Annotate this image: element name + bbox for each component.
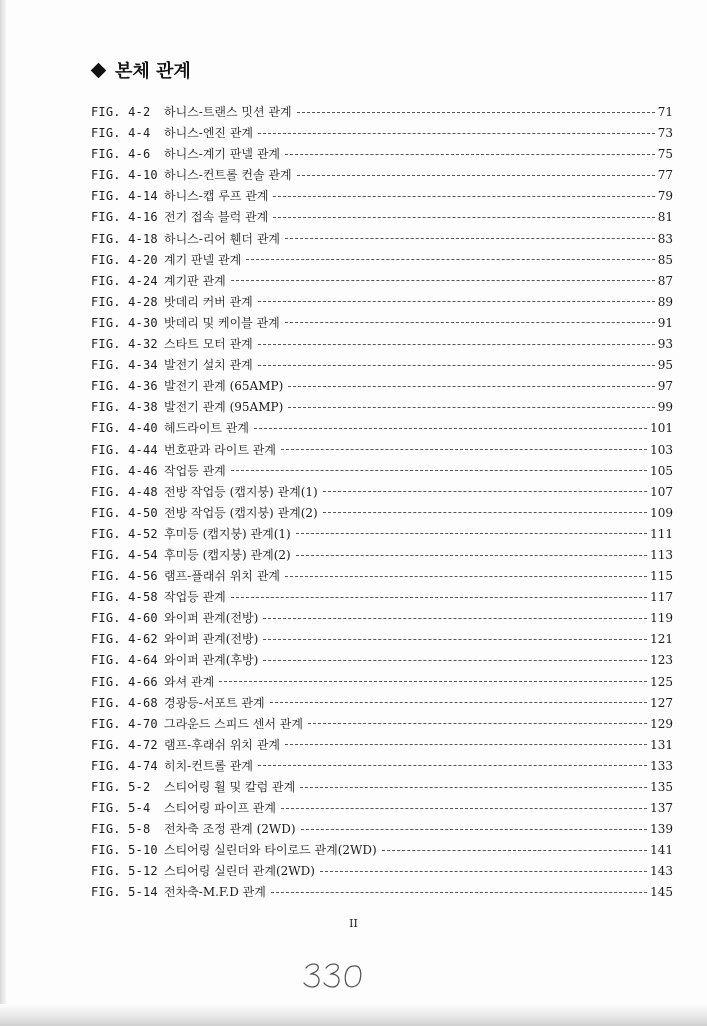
- toc-entry: [91, 398, 673, 419]
- toc-entry: [91, 483, 673, 504]
- dotted-leader: [281, 807, 647, 809]
- toc-figure-number: FIG. 4-38: [91, 400, 158, 415]
- section-title: 본체 관계: [115, 61, 191, 82]
- toc-figure-number: FIG. 4-60: [91, 611, 158, 626]
- toc-page-number: 143: [650, 864, 673, 879]
- dotted-leader: [231, 279, 655, 281]
- toc-entry-title: 작업등 관계: [164, 590, 226, 605]
- toc-entry: [91, 208, 673, 229]
- dotted-leader: [219, 680, 647, 682]
- toc-figure-number: FIG. 4-10: [91, 168, 158, 183]
- toc-entry-title: 그라운드 스피드 센서 관계: [164, 716, 303, 731]
- toc-page-number: 93: [657, 337, 673, 352]
- toc-entry-title: 히치-컨트롤 관계: [164, 758, 254, 773]
- toc-entry: [91, 820, 673, 841]
- toc-entry-title: 후미등 (캡지붕) 관계(2): [164, 547, 291, 562]
- toc-page-number: 125: [650, 674, 673, 689]
- toc-entry: [91, 293, 673, 314]
- toc-entry: [91, 673, 673, 694]
- toc-entry-title: 하니스-리어 휀더 관계: [164, 231, 281, 246]
- toc-entry-title: 스티어링 실린더 관계(2WD): [164, 864, 315, 879]
- toc-figure-number: FIG. 4-50: [91, 505, 158, 520]
- toc-entry: [91, 862, 673, 883]
- toc-figure-number: FIG. 4-24: [91, 273, 158, 288]
- dotted-leader: [285, 153, 655, 155]
- dotted-leader: [285, 237, 655, 239]
- toc-page-number: 87: [657, 273, 673, 288]
- toc-entry-title: 계기판 관계: [164, 273, 226, 288]
- toc-entry: [91, 314, 673, 335]
- toc-page-number: 109: [650, 505, 673, 520]
- toc-page-number: 137: [650, 801, 673, 816]
- toc-entry-title: 전차축 조정 관계 (2WD): [164, 822, 296, 837]
- table-of-contents: [91, 103, 673, 905]
- toc-entry: [91, 694, 673, 715]
- toc-page-number: 131: [650, 737, 673, 752]
- toc-entry: [91, 630, 673, 651]
- toc-figure-number: FIG. 4-6: [91, 147, 151, 162]
- toc-page-number: 107: [650, 484, 673, 499]
- dotted-leader: [254, 427, 647, 429]
- toc-figure-number: FIG. 4-14: [91, 189, 158, 204]
- toc-page-number: 115: [650, 569, 673, 584]
- toc-page-number: 105: [650, 463, 673, 478]
- toc-entry: [91, 356, 673, 377]
- toc-entry-title: 와이퍼 관계(전방): [164, 632, 259, 647]
- toc-entry-title: 스티어링 휠 및 칼럼 관계: [164, 780, 296, 794]
- dotted-leader: [323, 490, 647, 492]
- toc-page-number: 73: [657, 126, 673, 141]
- toc-figure-number: FIG. 4-68: [91, 695, 158, 710]
- toc-page-number: 99: [657, 400, 673, 415]
- toc-page-number: 95: [657, 358, 673, 373]
- toc-entry-title: 스티어링 파이프 관계: [164, 801, 276, 816]
- dotted-leader: [281, 448, 647, 450]
- toc-entry: [91, 251, 673, 272]
- toc-figure-number: FIG. 5-14: [91, 885, 158, 900]
- toc-page-number: 97: [657, 379, 673, 394]
- dotted-leader: [320, 870, 647, 872]
- toc-figure-number: FIG. 4-58: [91, 590, 158, 605]
- dotted-leader: [258, 364, 655, 366]
- dotted-leader: [296, 554, 647, 556]
- section-heading: [90, 57, 191, 83]
- toc-page-number: 83: [657, 231, 673, 246]
- toc-page-number: 145: [650, 885, 673, 900]
- dotted-leader: [301, 828, 648, 830]
- dotted-leader: [288, 385, 654, 387]
- dotted-leader: [323, 511, 647, 513]
- dotted-leader: [297, 111, 655, 113]
- toc-entry-title: 헤드라이트 관계: [164, 421, 249, 436]
- dotted-leader: [258, 764, 647, 766]
- toc-entry-title: 번호판과 라이트 관계: [164, 442, 276, 457]
- toc-page-number: 121: [650, 632, 673, 647]
- toc-entry-title: 작업등 관계: [164, 463, 226, 478]
- dotted-leader: [258, 132, 655, 134]
- toc-entry-title: 하니스-트랜스 밋션 관계: [164, 105, 292, 119]
- dotted-leader: [270, 701, 647, 703]
- dotted-leader: [231, 469, 647, 471]
- toc-entry: [91, 525, 673, 546]
- dotted-leader: [285, 321, 655, 323]
- scan-edge-bottom: [0, 1004, 707, 1026]
- toc-page-number: 103: [650, 442, 673, 457]
- toc-entry-title: 하니스-캡 루프 관계: [164, 189, 269, 204]
- toc-page-number: 85: [657, 252, 673, 267]
- toc-entry: [91, 736, 673, 757]
- toc-entry-title: 와이퍼 관계(후방): [164, 653, 259, 668]
- toc-entry: [91, 567, 673, 588]
- toc-page-number: 77: [657, 168, 673, 183]
- dotted-leader: [297, 174, 655, 176]
- toc-entry-title: 전방 작업등 (캡지붕) 관계(2): [164, 505, 318, 520]
- toc-entry-title: 발전기 설치 관계: [164, 358, 253, 373]
- toc-entry-title: 밧데리 및 케이블 관계: [164, 315, 280, 330]
- toc-entry-title: 램프-플래쉬 위치 관계: [164, 569, 281, 584]
- dotted-leader: [285, 575, 647, 577]
- toc-entry: [91, 377, 673, 398]
- toc-page-number: 127: [650, 695, 673, 710]
- toc-figure-number: FIG. 4-64: [91, 653, 158, 668]
- toc-entry: [91, 588, 673, 609]
- toc-entry: [91, 230, 673, 251]
- toc-entry: [91, 124, 673, 145]
- toc-figure-number: FIG. 4-46: [91, 463, 158, 478]
- toc-entry-title: 전기 접속 블럭 관계: [164, 210, 269, 225]
- toc-figure-number: FIG. 4-4: [91, 126, 151, 141]
- toc-figure-number: FIG. 4-44: [91, 442, 158, 457]
- toc-figure-number: FIG. 4-2: [91, 105, 151, 119]
- dotted-leader: [300, 786, 647, 788]
- diamond-bullet-icon: [91, 62, 107, 78]
- toc-page-number: 75: [657, 147, 673, 162]
- toc-figure-number: FIG. 5-10: [91, 843, 158, 858]
- toc-entry-title: 계기 판넬 관계: [164, 252, 242, 267]
- scan-edge-left: [0, 0, 6, 1026]
- dotted-leader: [263, 617, 647, 619]
- toc-entry-title: 후미등 (캡지붕) 관계(1): [164, 526, 291, 541]
- dotted-leader: [308, 722, 647, 724]
- toc-figure-number: FIG. 4-20: [91, 252, 158, 267]
- toc-figure-number: FIG. 4-40: [91, 421, 158, 436]
- toc-page-number: 135: [650, 780, 673, 794]
- toc-entry-title: 와셔 관계: [164, 674, 215, 689]
- toc-entry-title: 밧데리 커버 관계: [164, 294, 253, 309]
- dotted-leader: [263, 659, 647, 661]
- toc-figure-number: FIG. 4-34: [91, 358, 158, 373]
- toc-page-number: 91: [657, 315, 673, 330]
- toc-figure-number: FIG. 5-8: [91, 822, 151, 837]
- toc-entry: [91, 841, 673, 862]
- toc-figure-number: FIG. 4-36: [91, 379, 158, 394]
- toc-figure-number: FIG. 4-30: [91, 315, 158, 330]
- toc-entry: [91, 609, 673, 630]
- toc-figure-number: FIG. 4-16: [91, 210, 158, 225]
- toc-entry-title: 발전기 관계 (65AMP): [164, 379, 284, 394]
- toc-entry: [91, 757, 673, 778]
- toc-entry: [91, 715, 673, 736]
- toc-entry: [91, 651, 673, 672]
- toc-page-number: 79: [657, 189, 673, 204]
- toc-entry: [91, 778, 673, 799]
- toc-entry: [91, 504, 673, 525]
- handwritten-page-number: [300, 958, 370, 992]
- toc-entry: [91, 166, 673, 187]
- toc-figure-number: FIG. 4-66: [91, 674, 158, 689]
- toc-page-number: 129: [650, 716, 673, 731]
- dotted-leader: [296, 532, 647, 534]
- dotted-leader: [285, 743, 647, 745]
- page-number-roman: II: [349, 917, 358, 930]
- toc-figure-number: FIG. 4-32: [91, 337, 158, 352]
- toc-page-number: 111: [650, 526, 673, 541]
- toc-figure-number: FIG. 4-56: [91, 569, 158, 584]
- toc-entry: [91, 883, 673, 904]
- dotted-leader: [288, 406, 654, 408]
- toc-entry: [91, 335, 673, 356]
- toc-entry-title: 전차축-M.F.D 관계: [164, 885, 266, 900]
- toc-entry-title: 하니스-컨트롤 컨솔 관계: [164, 168, 292, 183]
- toc-figure-number: FIG. 4-18: [91, 231, 158, 246]
- toc-page-number: 113: [650, 547, 673, 562]
- toc-figure-number: FIG. 4-72: [91, 737, 158, 752]
- toc-figure-number: FIG. 5-12: [91, 864, 158, 879]
- toc-entry: [91, 419, 673, 440]
- toc-page-number: 119: [650, 611, 673, 626]
- dotted-leader: [382, 849, 647, 851]
- toc-entry: [91, 187, 673, 208]
- toc-page-number: 89: [657, 294, 673, 309]
- toc-entry-title: 하니스-계기 판넬 관계: [164, 147, 281, 162]
- toc-page-number: 139: [650, 822, 673, 837]
- toc-entry: [91, 462, 673, 483]
- toc-entry-title: 발전기 관계 (95AMP): [164, 400, 284, 415]
- toc-page-number: 141: [650, 843, 673, 858]
- toc-entry-title: 스티어링 실린더와 타이로드 관계(2WD): [164, 843, 377, 858]
- toc-figure-number: FIG. 4-54: [91, 547, 158, 562]
- toc-figure-number: FIG. 4-48: [91, 484, 158, 499]
- toc-entry: [91, 441, 673, 462]
- dotted-leader: [273, 195, 654, 197]
- toc-entry: [91, 103, 673, 124]
- toc-page-number: 71: [657, 105, 673, 119]
- toc-entry-title: 스타트 모터 관계: [164, 337, 253, 352]
- toc-figure-number: FIG. 5-4: [91, 801, 151, 816]
- toc-figure-number: FIG. 4-28: [91, 294, 158, 309]
- toc-page-number: 123: [650, 653, 673, 668]
- toc-entry-title: 전방 작업등 (캡지붕) 관계(1): [164, 484, 318, 499]
- toc-entry-title: 하니스-엔진 관계: [164, 126, 254, 141]
- dotted-leader: [263, 638, 647, 640]
- toc-page-number: 117: [650, 590, 673, 605]
- dotted-leader: [258, 343, 655, 345]
- dotted-leader: [231, 596, 647, 598]
- toc-figure-number: FIG. 5-2: [91, 780, 151, 794]
- toc-figure-number: FIG. 4-70: [91, 716, 158, 731]
- toc-entry-title: 램프-후래쉬 위치 관계: [164, 737, 281, 752]
- toc-figure-number: FIG. 4-62: [91, 632, 158, 647]
- toc-page-number: 81: [657, 210, 673, 225]
- toc-entry: [91, 799, 673, 820]
- dotted-leader: [273, 216, 655, 218]
- dotted-leader: [271, 891, 647, 893]
- toc-figure-number: FIG. 4-74: [91, 758, 158, 773]
- dotted-leader: [258, 300, 655, 302]
- dotted-leader: [246, 258, 655, 260]
- toc-entry-title: 경광등-서포트 관계: [164, 695, 265, 710]
- toc-figure-number: FIG. 4-52: [91, 526, 158, 541]
- toc-page-number: 133: [650, 758, 673, 773]
- toc-entry: [91, 272, 673, 293]
- toc-page-number: 101: [650, 421, 673, 436]
- toc-entry: [91, 546, 673, 567]
- toc-entry: [91, 145, 673, 166]
- toc-entry-title: 와이퍼 관계(전방): [164, 611, 259, 626]
